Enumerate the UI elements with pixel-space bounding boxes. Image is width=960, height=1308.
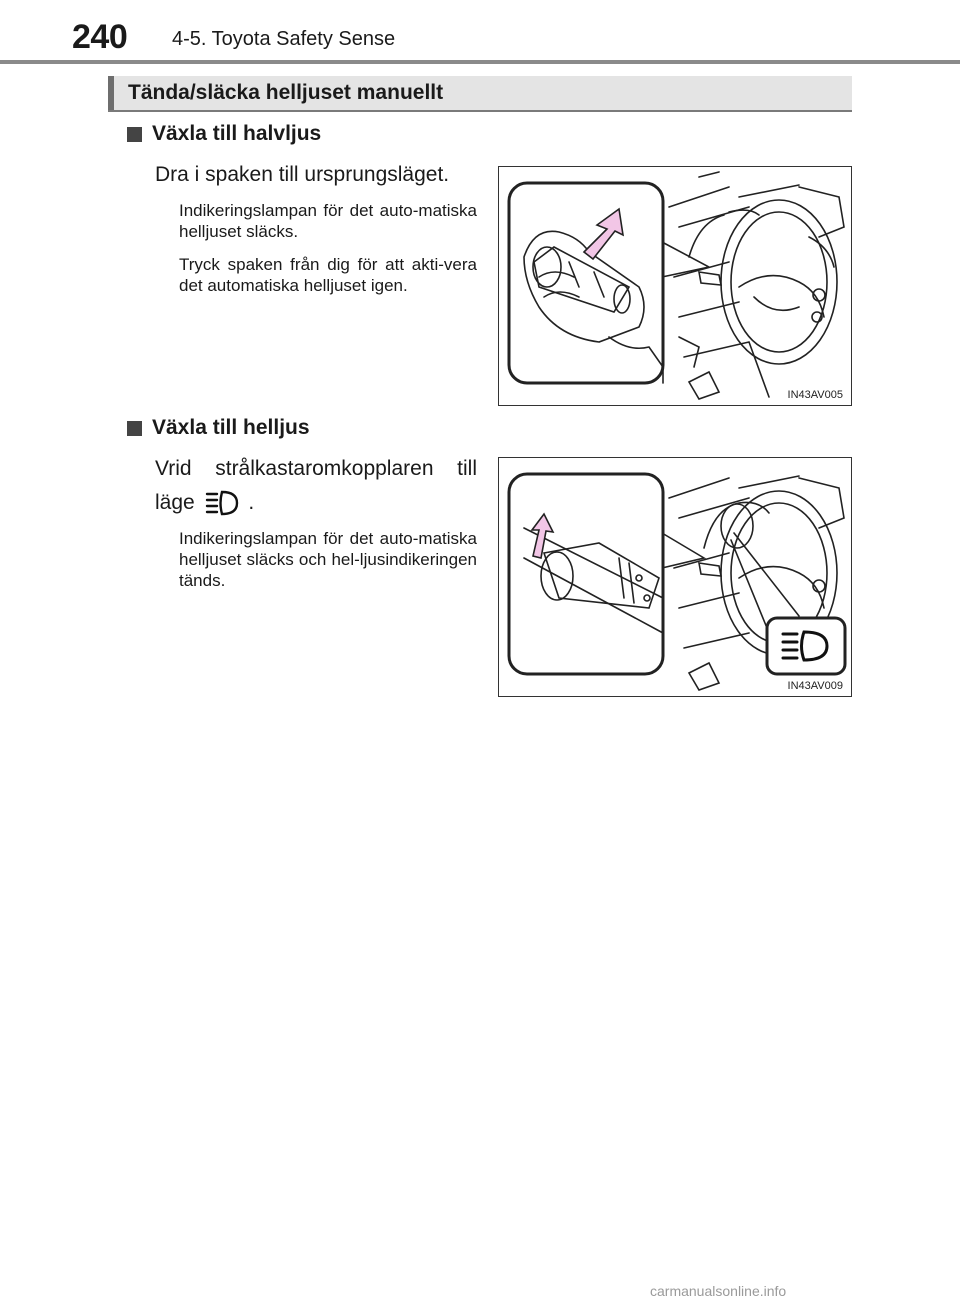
- figure-code: IN43AV009: [787, 680, 843, 692]
- instruction-period: .: [248, 491, 255, 514]
- lever-rotate-illustration: [499, 458, 852, 697]
- figure-high-beam: [498, 457, 852, 697]
- bullet-heading-high-beam: [127, 416, 310, 440]
- figure-code: IN43AV005: [787, 389, 843, 401]
- section-heading: [108, 76, 852, 110]
- bullet-heading-text: Växla till halvljus: [152, 122, 322, 145]
- section-divider: [108, 110, 852, 112]
- bullet-heading-text: Växla till helljus: [152, 416, 310, 439]
- bullet-square-icon: [127, 127, 142, 142]
- page-number: 240: [72, 18, 128, 56]
- instruction-word: läge: [155, 491, 195, 514]
- figure-low-beam: [498, 166, 852, 406]
- watermark: carmanualsonline.info: [650, 1283, 787, 1299]
- page-header: [0, 0, 960, 62]
- instruction-line-2: [155, 486, 477, 520]
- bullet-square-icon: [127, 421, 142, 436]
- instruction-high-beam: [155, 452, 477, 520]
- high-beam-icon: [205, 489, 239, 517]
- note-high-beam-1: Indikeringslampan för det auto-matiska helljuset släcks och hel-ljusindikeringen tänds.: [179, 529, 477, 590]
- instruction-line-1: Vrid strålkastaromkopplaren till: [155, 457, 477, 480]
- note-low-beam-1: Indikeringslampan för det auto-matiska helljuset släcks.: [179, 201, 477, 241]
- section-title: Tända/släcka helljuset manuellt: [128, 81, 444, 104]
- note-low-beam-2: Tryck spaken från dig för att akti-vera det automatiska helljuset igen.: [179, 255, 477, 295]
- instruction-low-beam: Dra i spaken till ursprungsläget.: [155, 163, 450, 186]
- header-rule: [0, 60, 960, 64]
- bullet-heading-low-beam: [127, 122, 321, 146]
- chapter-title: 4-5. Toyota Safety Sense: [172, 28, 396, 50]
- lever-pull-illustration: [499, 167, 852, 406]
